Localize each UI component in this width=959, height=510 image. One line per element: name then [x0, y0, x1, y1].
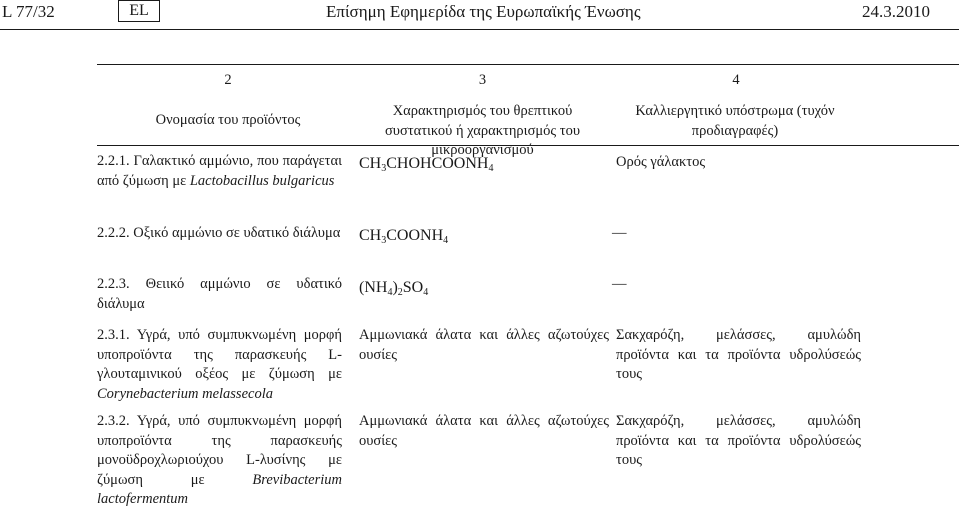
journal-title: Επίσημη Εφημερίδα της Ευρωπαϊκής Ένωσης — [326, 2, 641, 21]
col-header-substrate: Καλλιεργητικό υπόστρωμα (τυχόν προδιαγραφές) — [635, 103, 835, 139]
product-name: 2.2.1. Γαλακτικό αμμώνιο, που παράγεται από ζύμωση με Lactobacillus bulgaricus — [97, 153, 343, 189]
substrate: — — [612, 225, 627, 241]
substrate: Σακχαρόζη, μελάσσες, αμυλώδη προϊόντα και τα προϊόντα υδρολύσεώς τους — [616, 327, 861, 383]
product-name: 2.3.2. Υγρά, υπό συμπυκνωμένη μορφή υποπροϊόντα της παρασκευής μονοϋδροχλωριούχου L-λυσίνης με ζύμωση με Brevibacterium lactofermentum — [97, 413, 343, 508]
col-header-product-name: Ονομασία του προϊόντος — [155, 112, 301, 128]
col-header-nutrient: Χαρακτηρισμός του θρεπτικού συστατικού ή χαρακτηρισμός του μικροοργανισμού — [384, 103, 581, 159]
page-number: L 77/32 — [2, 2, 55, 21]
publication-date: 24.3.2010 — [862, 2, 930, 21]
formula: $CH_3COONH_4$ — [359, 227, 449, 246]
table-top-rule — [97, 64, 959, 65]
product-name: 2.2.2. Οξικό αμμώνιο σε υδατικό διάλυμα — [97, 225, 341, 241]
product-name: 2.3.1. Υγρά, υπό συμπυκνωμένη μορφή υποπροϊόντα της παρασκευής L-γλουταμινικού οξέος με ζύμωση με Corynebacterium melassecola — [97, 327, 342, 402]
formula: $CH_3CHOHCOONH_4$ — [359, 155, 494, 174]
substrate: — — [612, 276, 627, 292]
substrate: Ορός γάλακτος — [616, 154, 706, 170]
nutrient-description: Αμμωνιακά άλατα και άλλες αζωτούχες ουσίες — [359, 413, 609, 449]
col-num-4: 4 — [732, 72, 740, 88]
formula: $(NH_4)_2SO_4$ — [359, 279, 429, 298]
substrate: Σακχαρόζη, μελάσσες, αμυλώδη προϊόντα και τα προϊόντα υδρολύσεώς τους — [616, 413, 861, 469]
col-num-3: 3 — [478, 72, 487, 88]
nutrient-description: Αμμωνιακά άλατα και άλλες αζωτούχες ουσίες — [359, 327, 609, 363]
language-badge: EL — [118, 0, 160, 22]
col-num-2: 2 — [224, 72, 232, 88]
header-rule — [0, 29, 959, 30]
product-name: 2.2.3. Θειικό αμμώνιο σε υδατικό διάλυμα — [97, 276, 343, 312]
